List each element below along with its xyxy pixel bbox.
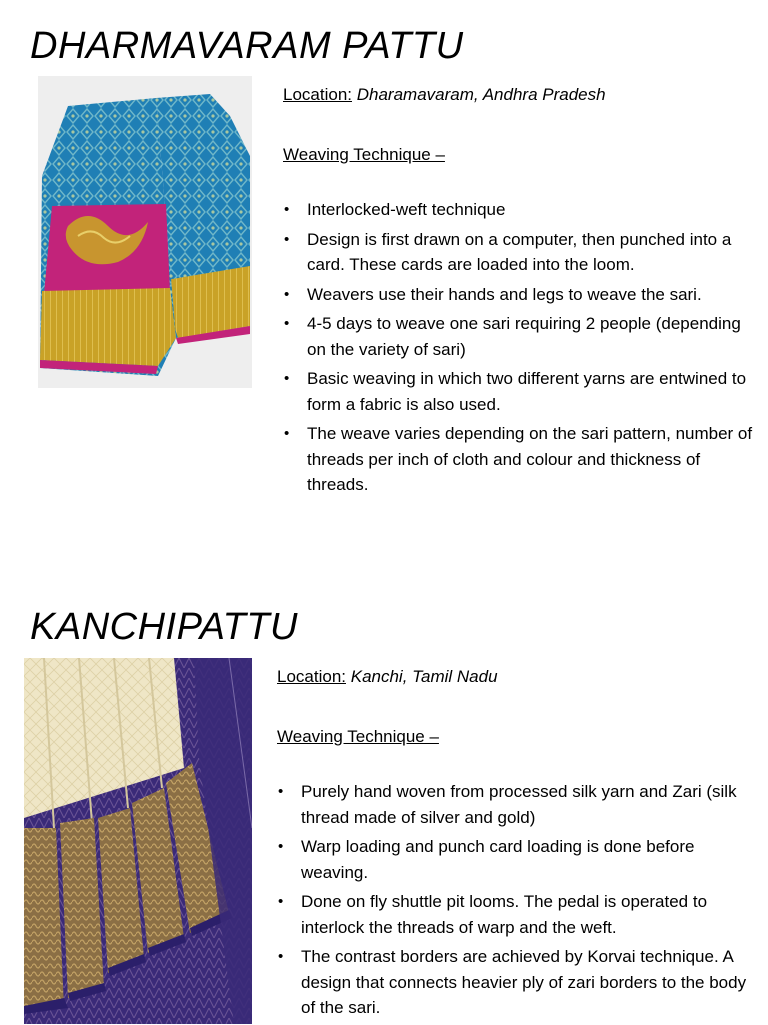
list-item: • Done on fly shuttle pit looms. The pedal is operated to interlock the threads of warp and the weft. — [277, 889, 753, 940]
section2-location — [277, 664, 753, 690]
dharmavaram-sari-photo — [38, 76, 252, 388]
list-item: • Design is first drawn on a computer, then punched into a card. These cards are loaded into the loom. — [283, 227, 753, 278]
section1-location — [283, 82, 753, 108]
dharmavaram-sari-illustration — [38, 76, 252, 388]
section2-bullet-list — [277, 779, 753, 1021]
list-item: • The contrast borders are achieved by Korvai technique. A design that connects heavier ply of zari borders to the body of the sari. — [277, 944, 753, 1021]
section1-title: DHARMAVARAM PATTU — [30, 25, 464, 67]
list-item: • Weavers use their hands and legs to weave the sari. — [283, 282, 753, 308]
list-item: • Warp loading and punch card loading is done before weaving. — [277, 834, 753, 885]
location-value: Kanchi, Tamil Nadu — [350, 667, 498, 686]
list-item: • Purely hand woven from processed silk yarn and Zari (silk thread made of silver and gold) — [277, 779, 753, 830]
section1-bullet-list — [283, 197, 753, 498]
kanchipattu-sari-photo — [24, 658, 252, 1024]
section2-title: KANCHIPATTU — [30, 606, 298, 648]
section1-text — [283, 82, 753, 502]
kanchipattu-sari-illustration — [24, 658, 252, 1024]
list-item: • 4-5 days to weave one sari requiring 2 people (depending on the variety of sari) — [283, 311, 753, 362]
list-item: • Basic weaving in which two different yarns are entwined to form a fabric is also used. — [283, 366, 753, 417]
list-item: • Interlocked-weft technique — [283, 197, 753, 223]
location-value: Dharamavaram, Andhra Pradesh — [356, 85, 606, 104]
location-label: Location: — [277, 667, 346, 686]
weaving-technique-heading: Weaving Technique – — [277, 726, 439, 746]
list-item: • The weave varies depending on the sari pattern, number of threads per inch of cloth and colour and thickness of threads. — [283, 421, 753, 498]
section2-text — [277, 664, 753, 1025]
weaving-technique-heading: Weaving Technique – — [283, 144, 445, 164]
location-label: Location: — [283, 85, 352, 104]
